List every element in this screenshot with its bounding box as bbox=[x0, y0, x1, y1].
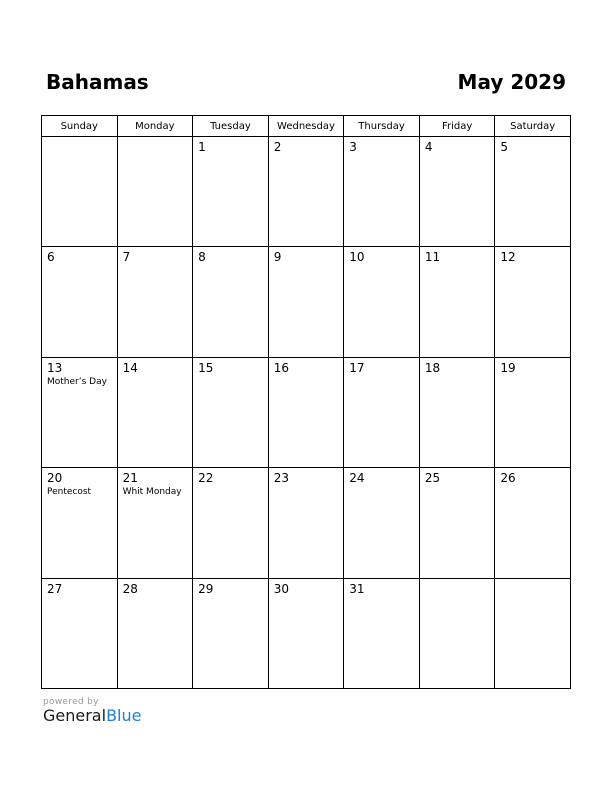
day-number: 8 bbox=[198, 250, 206, 265]
week-row bbox=[42, 578, 571, 688]
holiday-label: Mother’s Day bbox=[47, 376, 107, 387]
day-cell bbox=[268, 247, 344, 357]
day-number: 19 bbox=[500, 360, 516, 375]
day-cell bbox=[344, 357, 420, 467]
day-cell bbox=[344, 137, 420, 247]
day-cell bbox=[268, 578, 344, 688]
day-number: 11 bbox=[424, 250, 441, 265]
day-cell bbox=[495, 137, 571, 247]
day-number: 31 bbox=[349, 581, 365, 596]
holiday-label: Pentecost bbox=[47, 487, 92, 498]
day-number: 16 bbox=[273, 360, 289, 375]
weekday-monday: Monday bbox=[117, 116, 193, 137]
day-number: 9 bbox=[273, 250, 282, 265]
day-cell bbox=[193, 247, 269, 357]
day-cell bbox=[268, 137, 344, 247]
day-cell bbox=[117, 578, 193, 688]
day-cell bbox=[419, 468, 495, 578]
day-cell bbox=[344, 247, 420, 357]
day-cell bbox=[495, 468, 571, 578]
day-cell bbox=[419, 578, 495, 688]
day-cell bbox=[268, 468, 344, 578]
day-number: 6 bbox=[47, 250, 55, 265]
day-number: 27 bbox=[47, 581, 63, 596]
weekday-friday: Friday bbox=[419, 116, 495, 137]
day-number: 13 bbox=[47, 360, 63, 375]
day-cell bbox=[344, 578, 420, 688]
country-title: Bahamas bbox=[46, 70, 149, 94]
weekday-thursday: Thursday bbox=[344, 116, 420, 137]
powered-by-text: powered by bbox=[43, 697, 99, 707]
day-number: 30 bbox=[273, 581, 289, 596]
day-cell bbox=[495, 357, 571, 467]
day-number: 18 bbox=[424, 360, 441, 375]
generalblue-logo bbox=[43, 706, 141, 725]
day-cell bbox=[495, 578, 571, 688]
weekday-tuesday: Tuesday bbox=[193, 116, 269, 137]
day-cell bbox=[117, 137, 193, 247]
day-number: 3 bbox=[349, 140, 357, 154]
day-cell bbox=[42, 137, 118, 247]
weekday-header-row bbox=[42, 116, 571, 137]
calendar-grid bbox=[41, 115, 571, 689]
weekday-sunday: Sunday bbox=[42, 116, 118, 137]
day-number: 29 bbox=[198, 581, 214, 596]
day-cell bbox=[193, 137, 269, 247]
week-row bbox=[42, 137, 571, 247]
weekday-saturday: Saturday bbox=[495, 116, 571, 137]
day-number: 24 bbox=[349, 471, 365, 486]
footer-branding bbox=[43, 697, 141, 725]
day-cell bbox=[495, 247, 571, 357]
calendar-header bbox=[41, 70, 571, 100]
day-cell bbox=[344, 468, 420, 578]
day-number: 25 bbox=[424, 471, 441, 486]
week-row bbox=[42, 247, 571, 357]
weekday-wednesday: Wednesday bbox=[268, 116, 344, 137]
day-cell bbox=[193, 357, 269, 467]
day-cell bbox=[117, 357, 193, 467]
day-cell bbox=[42, 247, 118, 357]
logo-blue-text: Blue bbox=[106, 706, 142, 725]
day-cell bbox=[117, 247, 193, 357]
day-cell bbox=[42, 468, 118, 578]
day-number: 12 bbox=[500, 250, 516, 265]
day-number: 2 bbox=[273, 140, 282, 154]
day-number: 20 bbox=[47, 471, 63, 486]
day-number: 15 bbox=[198, 360, 214, 375]
day-cell bbox=[419, 357, 495, 467]
day-cell bbox=[419, 247, 495, 357]
day-number: 26 bbox=[500, 471, 516, 486]
day-cell bbox=[42, 357, 118, 467]
day-number: 28 bbox=[122, 581, 138, 596]
day-number: 10 bbox=[349, 250, 365, 265]
day-cell bbox=[117, 468, 193, 578]
week-row bbox=[42, 357, 571, 467]
day-cell bbox=[268, 357, 344, 467]
day-number: 23 bbox=[273, 471, 289, 486]
day-number: 17 bbox=[349, 360, 365, 375]
day-cell bbox=[42, 578, 118, 688]
holiday-label: Whit Monday bbox=[122, 487, 182, 498]
logo-general-text: General bbox=[43, 706, 107, 725]
day-number: 5 bbox=[500, 140, 509, 154]
day-cell bbox=[193, 468, 269, 578]
day-number: 21 bbox=[122, 471, 138, 486]
day-number: 1 bbox=[198, 140, 206, 154]
day-cell bbox=[193, 578, 269, 688]
day-number: 7 bbox=[122, 250, 131, 265]
day-number: 14 bbox=[122, 360, 138, 375]
day-cell bbox=[419, 137, 495, 247]
week-row bbox=[42, 468, 571, 578]
day-number: 4 bbox=[424, 140, 433, 154]
month-year-title: May 2029 bbox=[457, 70, 566, 94]
day-number: 22 bbox=[198, 471, 214, 486]
